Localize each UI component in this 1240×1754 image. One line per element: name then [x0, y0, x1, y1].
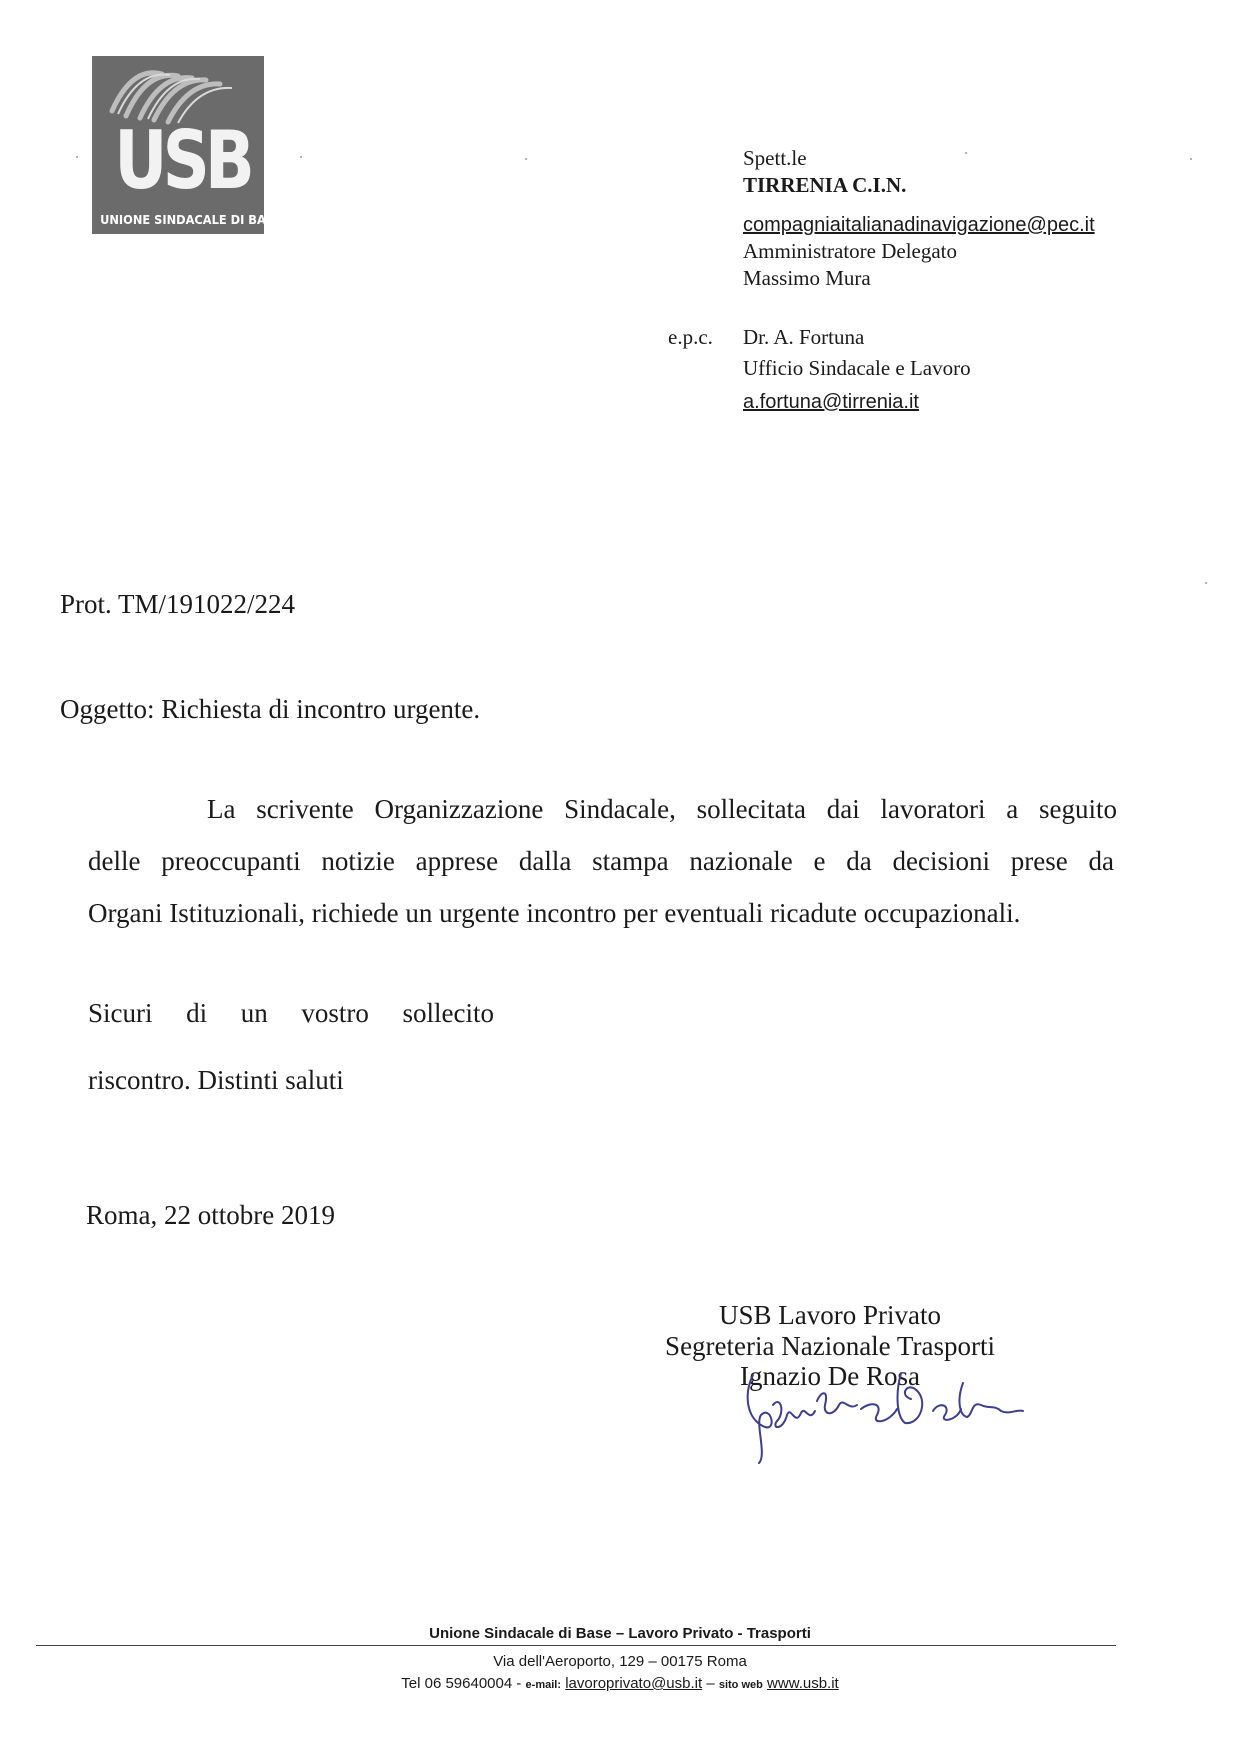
signature-dept: Segreteria Nazionale Trasporti — [665, 1331, 995, 1361]
usb-logo — [92, 56, 282, 234]
footer-tel: Tel 06 59640004 - — [401, 1675, 522, 1692]
scan-speck — [76, 156, 78, 158]
signature-org: USB Lavoro Privato — [719, 1300, 941, 1330]
closing-line-1: Sicuri di un vostro sollecito — [88, 998, 494, 1028]
signature-name: Ignazio De Rosa — [740, 1361, 920, 1391]
footer-email-link[interactable]: lavoroprivato@usb.it — [565, 1675, 703, 1692]
cc-name: Dr. A. Fortuna — [743, 325, 865, 349]
recipient-salutation: Spett.le — [743, 146, 807, 170]
closing-line-2: riscontro. Distinti saluti — [88, 1065, 344, 1095]
body-line-1: La scrivente Organizzazione Sindacale, sollecitata dai lavoratori a seguito — [207, 794, 1117, 824]
subject-line: Oggetto: Richiesta di incontro urgente. — [60, 694, 481, 724]
cc-email-link[interactable]: a.fortuna@tirrenia.it — [743, 391, 919, 413]
recipient-name: Massimo Mura — [743, 266, 871, 290]
place-date: Roma, 22 ottobre 2019 — [86, 1200, 335, 1230]
recipient-company: TIRRENIA C.I.N. — [743, 173, 907, 197]
footer-title: Unione Sindacale di Base – Lavoro Privato - Trasporti — [429, 1625, 811, 1642]
logo-subtitle: UNIONE SINDACALE DI BASE — [100, 213, 282, 227]
footer-address: Via dell'Aeroporto, 129 – 00175 Roma — [493, 1653, 747, 1670]
footer-dash: – — [706, 1675, 715, 1692]
scan-speck — [300, 156, 302, 158]
recipient-role: Amministratore Delegato — [743, 239, 958, 263]
recipient-email-link[interactable]: compagniaitalianadinavigazione@pec.it — [743, 214, 1095, 236]
handwritten-signature — [725, 1365, 1025, 1465]
footer-site-link[interactable]: www.usb.it — [767, 1675, 839, 1692]
cc-office: Ufficio Sindacale e Lavoro — [743, 356, 971, 380]
scan-speck — [525, 158, 527, 160]
scan-speck — [1190, 158, 1192, 160]
footer-divider — [36, 1645, 1116, 1646]
logo-brand-text: USB — [114, 114, 250, 207]
footer-site-label: sito web — [718, 1679, 763, 1691]
scan-speck — [965, 152, 967, 154]
footer-email-label: e-mail: — [525, 1679, 562, 1691]
cc-label: e.p.c. — [668, 325, 713, 349]
scan-speck — [1205, 582, 1207, 584]
body-line-2: delle preoccupanti notizie apprese dalla stampa nazionale e da decisioni prese da — [88, 846, 1114, 876]
protocol-number: Prot. TM/191022/224 — [60, 589, 296, 619]
footer-contacts — [0, 1674, 1240, 1695]
body-line-3: Organi Istituzionali, richiede un urgente incontro per eventuali ricadute occupazionali. — [88, 898, 1021, 928]
